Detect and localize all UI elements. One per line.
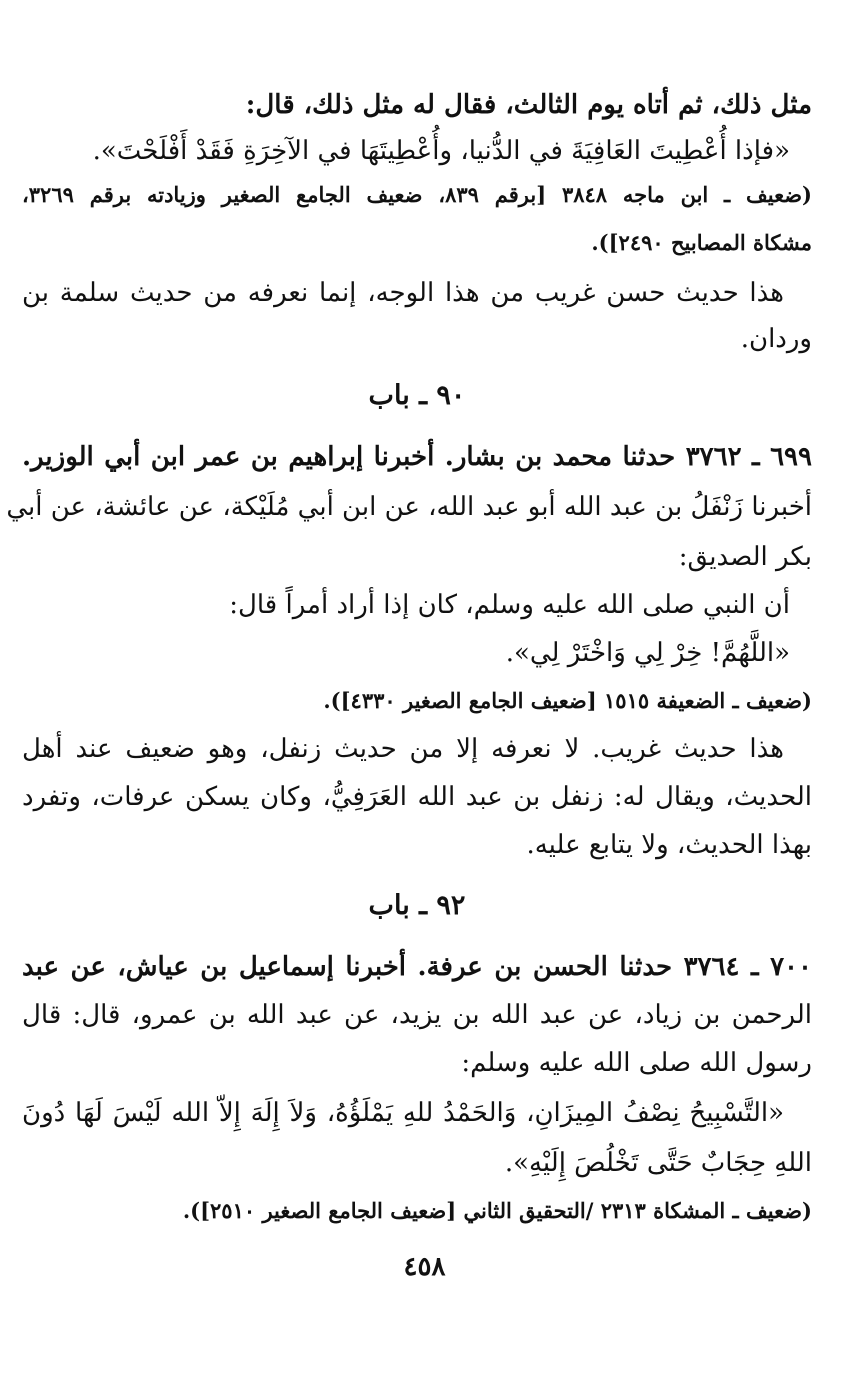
- text-line: الحديث، ويقال له: زنفل بن عبد الله العَرَفِيُّ، وكان يسكن عرفات، وتفرد: [22, 782, 812, 812]
- hadith-isnad: رسول الله صلى الله عليه وسلم:: [461, 1048, 812, 1078]
- grading-note: (ضعيف ـ ابن ماجه ٣٨٤٨ [برقم ٨٣٩، ضعيف الجامع الصغير وزيادته برقم ٣٢٦٩،: [22, 182, 812, 207]
- hadith-isnad: الرحمن بن زياد، عن عبد الله بن يزيد، عن عبد الله بن عمرو، قال: قال: [22, 1000, 812, 1030]
- grading-note: (ضعيف ـ المشكاة ٢٣١٣ /التحقيق الثاني [ضعيف الجامع الصغير ٢٥١٠]).: [182, 1198, 812, 1223]
- hadith-isnad: ٦٩٩ ـ ٣٧٦٢ حدثنا محمد بن بشار. أخبرنا إبراهيم بن عمر ابن أبي الوزير.: [22, 442, 812, 472]
- text-line: هذا حديث حسن غريب من هذا الوجه، إنما نعرفه من حديث سلمة بن: [22, 278, 784, 308]
- grading-note: (ضعيف ـ الضعيفة ١٥١٥ [ضعيف الجامع الصغير ٤٣٣٠]).: [323, 688, 812, 713]
- text-line: وردان.: [740, 324, 812, 354]
- hadith-quote: «فإذا أُعْطِيتَ العَافِيَةَ في الدُّنيا، وأُعْطِيتَهَا في الآخِرَةِ فَقَدْ أَفْلَحْتَ».: [92, 136, 790, 166]
- hadith-isnad: بكر الصديق:: [678, 542, 812, 572]
- text-line: مثل ذلك، ثم أتاه يوم الثالث، فقال له مثل ذلك، قال:: [245, 90, 812, 120]
- grading-note: مشكاة المصابيح ٢٤٩٠]).: [591, 230, 812, 255]
- hadith-quote: «التَّسْبِيحُ نِصْفُ المِيزَانِ، وَالحَمْدُ للهِ يَمْلَؤُهُ، وَلاَ إِلَهَ إِلاّ الله لَيْسَ لَهَا دُونَ: [22, 1098, 784, 1128]
- hadith-isnad: أخبرنا زَنْفَلُ بن عبد الله أبو عبد الله، عن ابن أبي مُلَيْكة، عن عائشة، عن أبي: [6, 492, 812, 522]
- hadith-matn: أن النبي صلى الله عليه وسلم، كان إذا أراد أمراً قال:: [229, 590, 790, 620]
- hadith-quote: «اللَّهُمَّ! خِرْ لِي وَاخْتَرْ لِي».: [505, 638, 790, 668]
- hadith-isnad: ٧٠٠ ـ ٣٧٦٤ حدثنا الحسن بن عرفة. أخبرنا إسماعيل بن عياش، عن عبد: [22, 952, 812, 982]
- section-heading: ٩٢ ـ باب: [368, 890, 466, 921]
- section-heading: ٩٠ ـ باب: [368, 380, 466, 411]
- hadith-quote: اللهِ حِجَابٌ حَتَّى تَخْلُصَ إِلَيْهِ».: [504, 1148, 812, 1178]
- page-number: ٤٥٨: [403, 1252, 446, 1282]
- text-line: بهذا الحديث، ولا يتابع عليه.: [526, 830, 812, 860]
- text-line: هذا حديث غريب. لا نعرفه إلا من حديث زنفل، وهو ضعيف عند أهل: [22, 734, 784, 764]
